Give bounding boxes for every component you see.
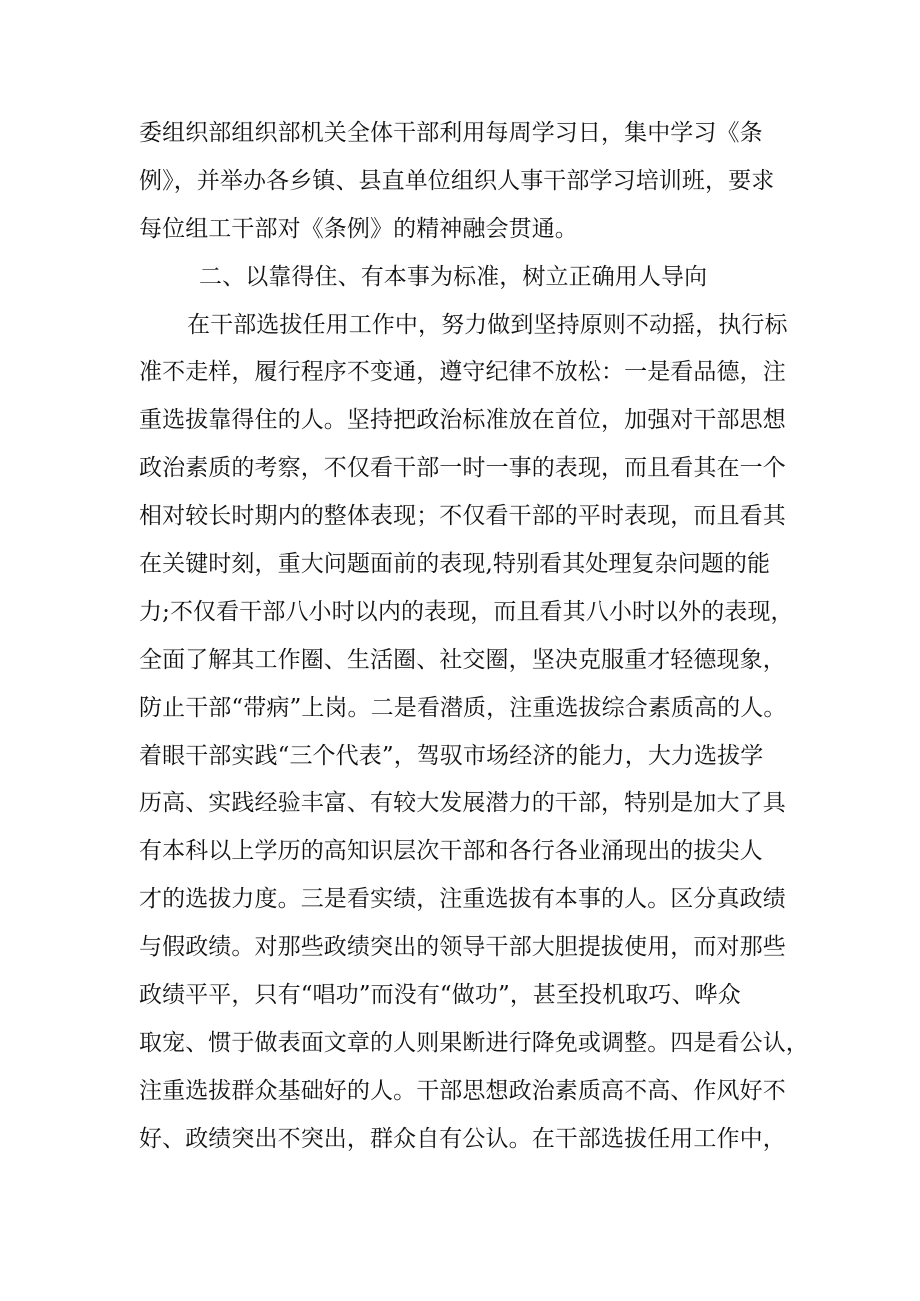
text-line: 好、政绩突出不突出，群众自有公认。在干部选拔任用工作中， (139, 1125, 786, 1152)
body-text (139, 110, 809, 1164)
text-line: 历高、实践经验丰富、有较大发展潜力的干部，特别是加大了具 (139, 790, 786, 817)
text-line: 防止干部“带病”上岗。二是看潜质，注重选拔综合素质高的人。 (139, 694, 787, 721)
text-line: 委组织部组织部机关全体干部利用每周学习日，集中学习《条 (139, 120, 763, 146)
text-line: 有本科以上学历的高知识层次干部和各行各业涌现出的拔尖人 (139, 838, 763, 865)
text-line: 才的选拔力度。三是看实绩，注重选拔有本事的人。区分真政绩 (139, 886, 786, 913)
section-heading: 二、以靠得住、有本事为标准，树立正确用人导向 (199, 263, 708, 290)
text-line: 取宠、惯于做表面文章的人则果断进行降免或调整。四是看公认， (139, 1029, 809, 1056)
text-line: 重选拔靠得住的人。坚持把政治标准放在首位，加强对干部思想 (139, 407, 786, 434)
text-line: 政治素质的考察，不仅看干部一时一事的表现，而且看其在一个 (139, 455, 786, 482)
text-line: 力;不仅看干部八小时以内的表现，而且看其八小时以外的表现， (139, 598, 794, 625)
text-line: 着眼干部实践“三个代表”，驾驭市场经济的能力，大力选拔学 (139, 742, 764, 769)
text-line: 相对较长时期内的整体表现；不仅看干部的平时表现，而且看其 (139, 503, 786, 530)
text-line: 全面了解其工作圈、生活圈、社交圈，坚决克服重才轻德现象， (139, 646, 786, 673)
text-line: 在干部选拔任用工作中，努力做到坚持原则不动摇，执行标 (187, 311, 788, 338)
text-line: 在关键时刻，重大问题面前的表现,特别看其处理复杂问题的能 (139, 551, 771, 578)
text-line: 与假政绩。对那些政绩突出的领导干部大胆提拔使用，而对那些 (139, 934, 786, 961)
text-line: 准不走样，履行程序不变通，遵守纪律不放松：一是看品德，注 (139, 359, 786, 386)
text-line: 注重选拔群众基础好的人。干部思想政治素质高不高、作风好不 (139, 1077, 786, 1104)
text-line: 政绩平平，只有“唱功”而没有“做功”，甚至投机取巧、哗众 (139, 982, 741, 1009)
text-line: 例》，并举办各乡镇、县直单位组织人事干部学习培训班，要求 (139, 167, 775, 194)
text-line: 每位组工干部对《条例》的精神融会贯通。 (139, 215, 578, 242)
